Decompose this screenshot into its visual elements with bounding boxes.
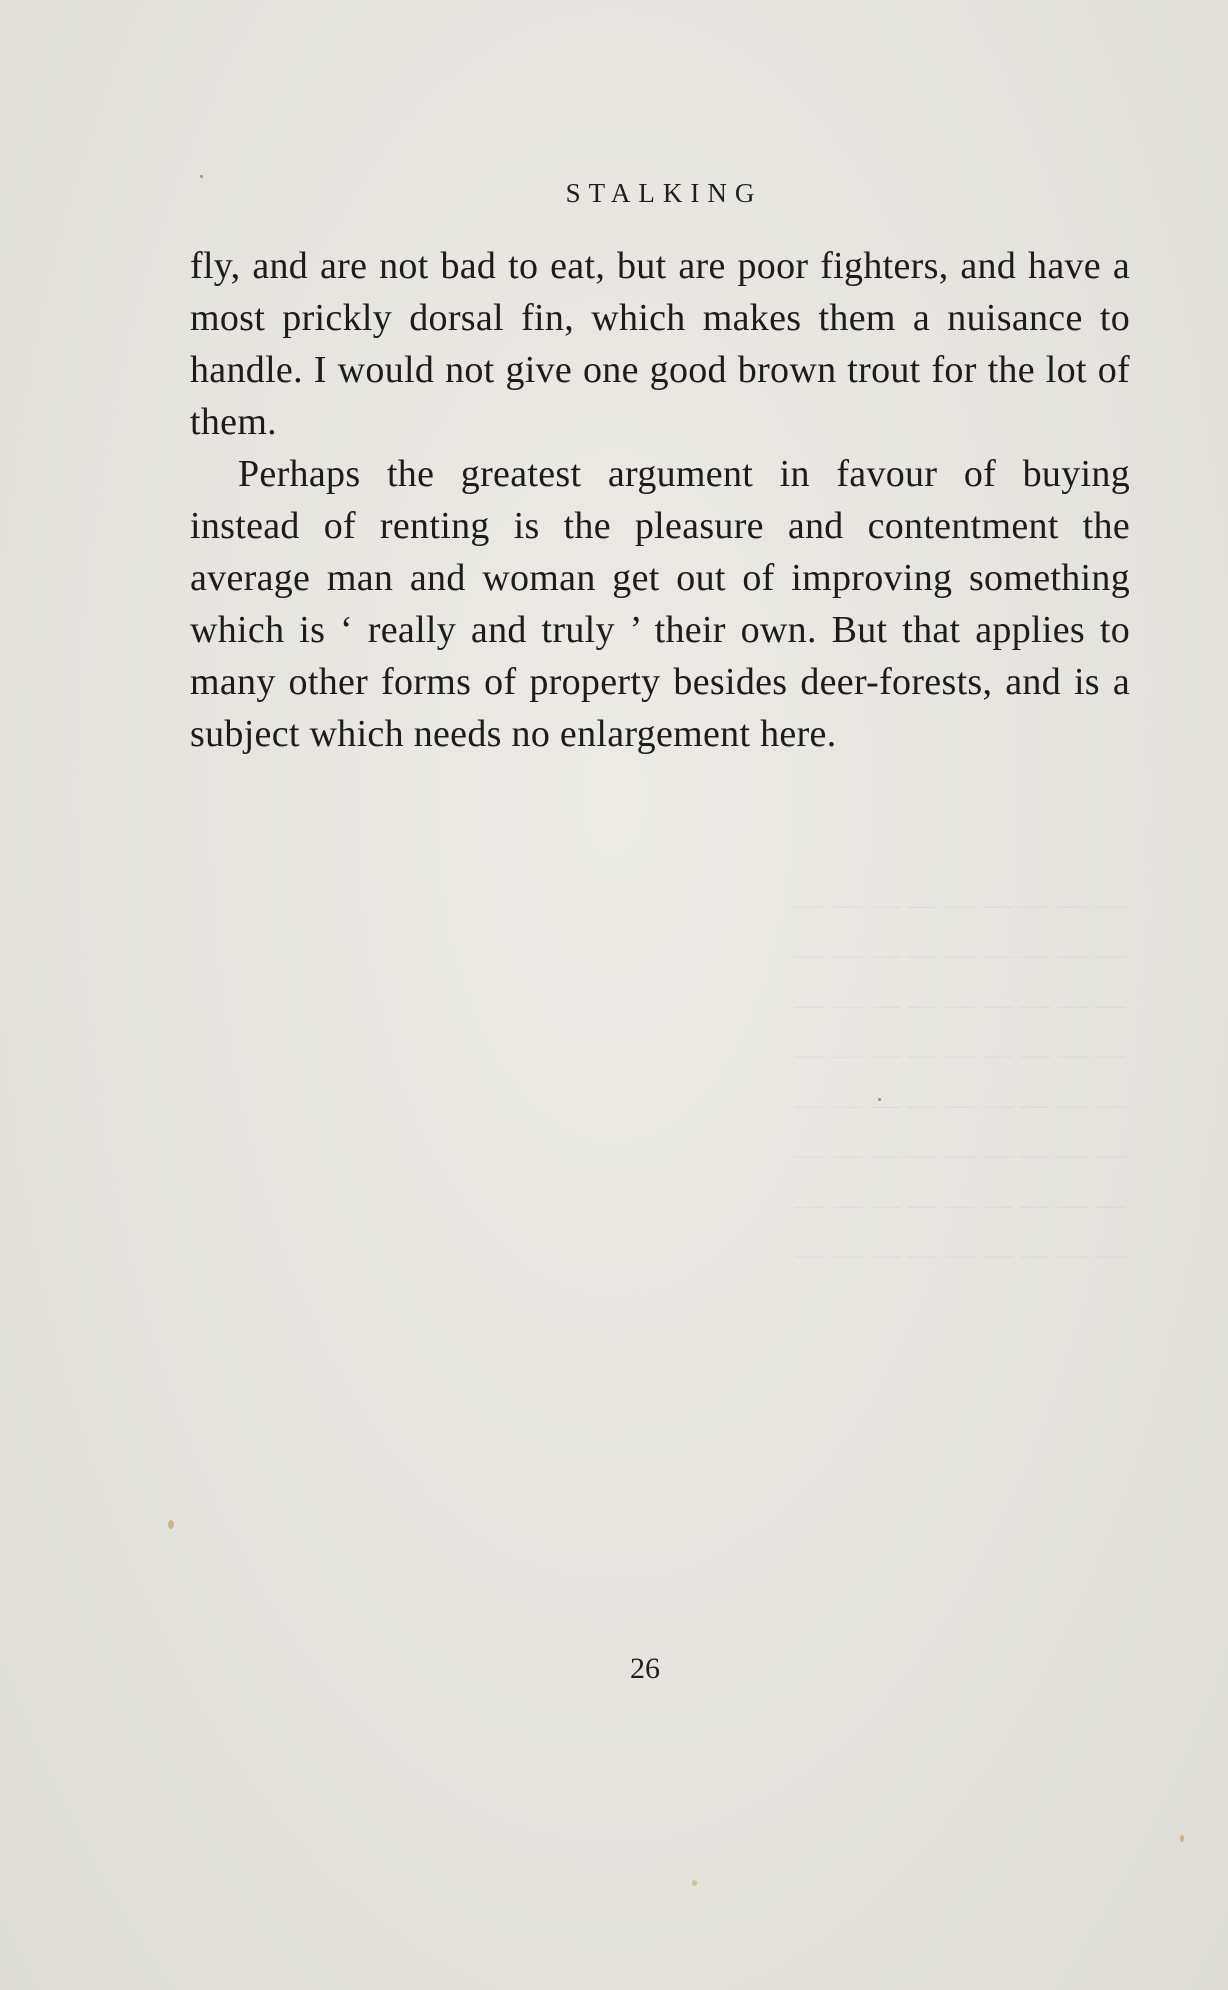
paper-speck <box>200 175 203 178</box>
show-through-texture <box>175 880 1125 1280</box>
paper-speck <box>692 1880 697 1886</box>
body-text <box>190 240 1130 760</box>
paper-speck <box>878 1098 881 1101</box>
paragraph-1: fly, and are not bad to eat, but are poor fighters, and have a most prickly dorsal fin, which makes them a nuisance to handle. I would not give one good brown trout for the lot of them. <box>190 245 1130 443</box>
running-head: STALKING <box>565 178 763 208</box>
paragraph-2: Perhaps the greatest argument in favour of buying instead of renting is the pleasure and contentment the average man and woman get out of improving something which is ‘ really and truly ’ their own. But that applies to many other forms of property besides deer-forests, and is a subject which needs no enlargement here. <box>190 453 1130 755</box>
paper-speck <box>168 1520 174 1529</box>
paper-speck <box>1180 1835 1184 1842</box>
page-number: 26 <box>630 1652 660 1685</box>
